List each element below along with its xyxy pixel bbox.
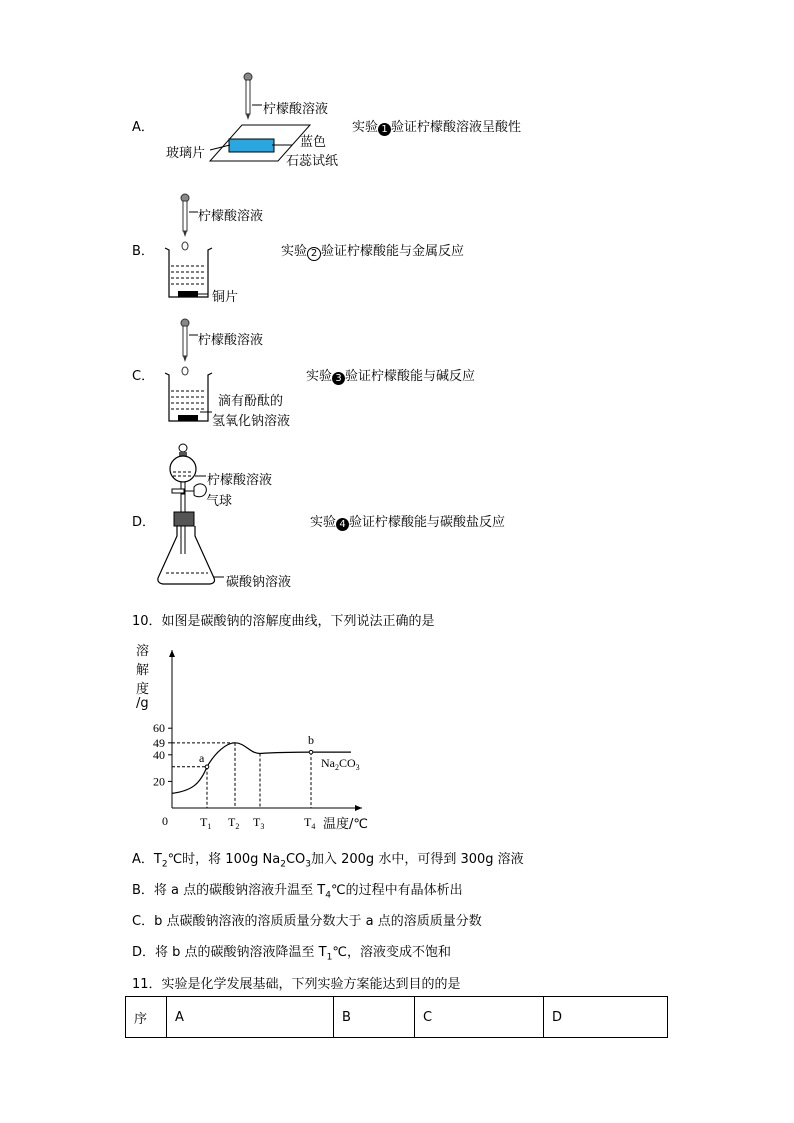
copper-strip [178, 291, 198, 297]
series-label: $Na_2CO_3$ [321, 756, 360, 773]
dropper-label: 柠檬酸溶液 [198, 333, 264, 348]
y-tick-label: 49 [153, 735, 165, 750]
flask-funnel-diagram [150, 442, 290, 592]
y-axis-label-char: /g [136, 696, 149, 711]
experiment-3-description: 实验 3 验证柠檬酸能与碱反应 [306, 369, 476, 384]
option-10b: B．将 a 点的碳酸钠溶液升温至 $T_4℃$的过程中有晶体析出 [132, 883, 463, 901]
balloon-label: 气球 [206, 494, 233, 509]
chart-canvas [150, 640, 410, 840]
dropper-tip [246, 114, 250, 120]
option-letter: C． [132, 369, 155, 384]
origin-label: 0 [162, 814, 168, 828]
option-10a: A．$T_2℃$时，将 100g $Na_2CO_3$加入 200g 水中，可得到 300g 溶液 [132, 852, 524, 870]
circled-number: 4 [336, 518, 349, 531]
x-tick-label: $T_3$ [253, 815, 265, 831]
experiment-table [125, 996, 668, 1038]
question-11-stem: 11．实验是化学发展基础，下列实验方案能达到目的的是 [132, 977, 461, 992]
y-axis-label-char: 度 [136, 682, 150, 697]
experiment-1-description: 实验 1 验证柠檬酸溶液呈酸性 [352, 120, 522, 135]
table-header-cell: D [544, 997, 668, 1038]
paper-label-2: 石蕊试纸 [286, 154, 339, 169]
option-letter: B． [132, 244, 154, 259]
circled-number: 1 [378, 123, 391, 136]
x-tick-label: $T_4$ [304, 815, 316, 831]
x-tick-label: $T_1$ [200, 815, 212, 831]
option-10c: C．b 点碳酸钠溶液的溶质质量分数大于 a 点的溶质质量分数 [132, 914, 482, 929]
x-axis-label: 温度/℃ [323, 817, 368, 832]
circled-number: 2 [307, 247, 321, 261]
y-axis-label-char: 解 [136, 663, 150, 678]
option-letter: A． [132, 120, 154, 135]
paper-label-1: 蓝色 [300, 135, 327, 150]
marked-point [205, 765, 209, 769]
rubber-stopper [174, 512, 194, 526]
conical-flask [158, 526, 215, 584]
marked-point [309, 750, 313, 754]
experiment-4-description: 实验 4 验证柠檬酸能与碳酸盐反应 [310, 515, 506, 530]
option-letter: D． [132, 515, 156, 530]
table-header-cell: C [415, 997, 544, 1038]
x-tick-label: $T_2$ [228, 815, 240, 831]
funnel-label: 柠檬酸溶液 [207, 473, 273, 488]
balloon [194, 484, 206, 497]
solution-label-1: 滴有酚酞的 [218, 394, 284, 409]
metal-label: 铜片 [212, 290, 239, 305]
circled-number: 3 [332, 372, 345, 385]
table-header-cell: 序 [126, 997, 167, 1038]
question-10-stem: 10．如图是碳酸钠的溶解度曲线，下列说法正确的是 [132, 614, 435, 629]
experiment-2-description: 实验 2 验证柠檬酸能与金属反应 [281, 244, 465, 259]
dropper-label: 柠檬酸溶液 [198, 209, 264, 224]
y-tick-label: 40 [153, 747, 165, 762]
table-header-row [126, 997, 668, 1038]
y-tick-label: 20 [153, 774, 165, 789]
separatory-funnel [170, 456, 196, 482]
table-header-cell: A [167, 997, 334, 1038]
point-label-a: a [199, 750, 205, 765]
dropper-label: 柠檬酸溶液 [263, 102, 329, 117]
option-10d: D．将 b 点的碳酸钠溶液降温至 $T_1℃$，溶液变成不饱和 [132, 945, 451, 963]
y-tick-label: 60 [153, 721, 165, 736]
table-header-cell: B [334, 997, 415, 1038]
dropper-tube [246, 80, 250, 114]
solution-label-2: 氢氧化钠溶液 [212, 414, 291, 429]
glass-label: 玻璃片 [166, 146, 206, 161]
blue-litmus-paper [229, 139, 274, 152]
point-label-b: b [308, 733, 314, 748]
y-axis-label-char: 溶 [136, 644, 150, 659]
flask-label: 碳酸钠溶液 [226, 575, 292, 590]
